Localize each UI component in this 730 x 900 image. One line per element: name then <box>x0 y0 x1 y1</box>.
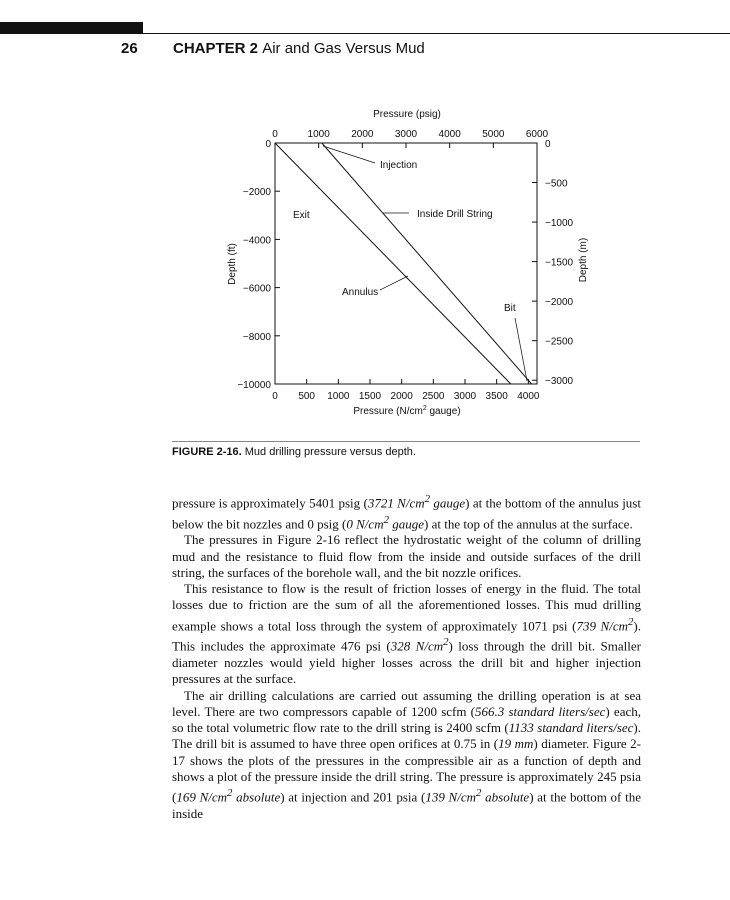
right-tick-label: −3000 <box>545 376 574 388</box>
left-axis-title: Depth (ft) <box>227 243 238 285</box>
left-tick-label: −6000 <box>242 283 271 295</box>
left-tick-label: −2000 <box>242 187 271 199</box>
text-run: ) loss through the drill bit. Smaller diameter nozzles would yield higher losses across the drill bit and higher injection pressures at the surface. <box>172 638 641 687</box>
text-run: 3721 N/cm <box>367 495 425 511</box>
text-run: absolute <box>481 789 530 805</box>
superscript: 2 <box>627 615 634 628</box>
text-run: ) each, so the total volumetric flow rate to the drill string is 2400 scfm ( <box>172 703 641 736</box>
figure-label: FIGURE 2-16. <box>172 446 242 458</box>
bottom-tick-label: 500 <box>298 391 316 402</box>
text-run: pressure is approximately 5401 psig ( <box>172 495 368 511</box>
text-run: 1133 standard liters/sec <box>508 720 634 736</box>
right-axis-title: Depth (m) <box>578 237 589 283</box>
right-axis-ticks <box>532 139 574 387</box>
paragraph-3 <box>172 581 641 687</box>
caption-rule <box>172 441 640 442</box>
bottom-tick-label: 2000 <box>390 391 413 402</box>
superscript: 2 <box>383 513 390 526</box>
right-tick-label: −2500 <box>545 336 574 348</box>
running-header <box>121 40 425 57</box>
chapter-label: CHAPTER 2 <box>173 40 259 57</box>
figure-2-16 <box>215 100 589 430</box>
left-axis-ticks <box>237 139 280 391</box>
annulus-label: Annulus <box>342 287 379 298</box>
text-run: gauge <box>430 495 466 511</box>
right-tick-label: −1000 <box>545 218 574 230</box>
text-run: ) at injection and 201 psia ( <box>280 789 426 805</box>
page-number: 26 <box>121 40 138 57</box>
bit-label: Bit <box>504 303 516 314</box>
header-rule <box>143 33 730 34</box>
text-run: ) at the bottom of the annulus just below the bit nozzles and 0 psig ( <box>172 495 641 531</box>
top-tick-label: 3000 <box>394 129 418 140</box>
injection-leader <box>323 146 375 163</box>
text-run: ). This includes the approximate 476 psi ( <box>172 618 641 654</box>
text-run: 139 N/cm <box>425 789 476 805</box>
inside-drill-string-label: Inside Drill String <box>417 209 493 220</box>
injection-label: Injection <box>380 160 418 171</box>
figure-caption <box>172 446 416 458</box>
right-tick-label: −500 <box>545 178 568 190</box>
left-tick-label: −10000 <box>237 380 271 391</box>
top-tick-label: 1000 <box>307 129 330 140</box>
bottom-tick-label: 0 <box>272 391 278 402</box>
paragraph-1 <box>172 491 641 532</box>
top-tick-label: 4000 <box>438 129 461 140</box>
bottom-tick-label: 4000 <box>517 391 540 402</box>
bottom-axis-ticks <box>272 379 540 402</box>
bottom-tick-label: 1500 <box>358 391 382 402</box>
paragraph-2 <box>172 532 641 581</box>
left-tick-label: −8000 <box>242 331 271 343</box>
superscript: 2 <box>424 493 431 505</box>
superscript: 2 <box>476 787 482 800</box>
pressure-depth-chart <box>215 100 589 430</box>
data-lines <box>275 143 532 384</box>
text-run: The pressures in Figure 2-16 reflect the hydrostatic weight of the column of drilling mud and the resistance to fluid flow from the inside and outside surfaces of the drill string, the surfaces of the borehole wall, and the bit nozzle orifices. <box>172 532 641 580</box>
paragraph-4 <box>172 688 641 823</box>
top-tick-label: 5000 <box>482 129 505 140</box>
body-text <box>172 491 641 822</box>
text-run: ) at the bottom of the inside <box>172 789 641 821</box>
header-bar <box>0 22 143 34</box>
text-run: absolute <box>232 789 281 805</box>
series-line <box>322 143 532 384</box>
top-axis-title: Pressure (psig) <box>373 109 441 120</box>
plot-frame <box>275 143 537 384</box>
right-tick-label: 0 <box>545 139 551 150</box>
text-run: ) diameter. Figure 2-17 shows the plots of the pressures in the compressible air as a function of depth and shows a plot of the pressure inside the drill string. The pressure is approximately 245 psia ( <box>172 736 642 805</box>
top-tick-label: 0 <box>272 129 278 140</box>
bottom-tick-label: 2500 <box>422 391 445 402</box>
text-run: ) at the top of the annulus at the surface. <box>424 515 633 531</box>
text-run: gauge <box>389 515 425 531</box>
text-run: This resistance to flow is the result of friction losses of energy in the fluid. The total losses due to friction are the sum of all the aforementioned losses. This mud drilling example shows a total loss through the system of approximately 1071 psi ( <box>172 581 641 634</box>
right-tick-label: −1500 <box>545 257 574 269</box>
chapter-title: Air and Gas Versus Mud <box>262 40 425 57</box>
text-run: 0 N/cm <box>346 515 384 531</box>
top-tick-label: 6000 <box>525 129 549 140</box>
series-line <box>275 143 511 384</box>
text-run: 739 N/cm <box>576 618 628 634</box>
annulus-leader <box>380 276 408 290</box>
superscript: 2 <box>227 787 233 800</box>
left-tick-label: −4000 <box>242 235 271 247</box>
text-run: 328 N/cm <box>390 638 444 654</box>
bottom-tick-label: 3500 <box>485 391 508 402</box>
superscript: 2 <box>443 636 449 649</box>
top-tick-label: 2000 <box>351 129 374 140</box>
figure-caption-text: Mud drilling pressure versus depth. <box>244 446 416 458</box>
exit-label: Exit <box>293 210 310 221</box>
left-tick-label: 0 <box>265 139 271 150</box>
text-run: 19 mm <box>498 736 534 752</box>
text-run: ). The drill bit is assumed to have three open orifices at 0.75 in ( <box>172 720 642 752</box>
top-axis-ticks <box>272 129 548 148</box>
bottom-axis-title: Pressure ($N/cm^2$ gauge) <box>353 405 461 417</box>
text-run: The air drilling calculations are carried out assuming the drilling operation is at sea level. There are two compressors capable of 1200 scfm ( <box>172 687 641 719</box>
text-run: 566.3 standard liters/sec <box>475 703 606 719</box>
text-run: 169 N/cm <box>176 789 228 805</box>
right-tick-label: −2000 <box>545 297 574 309</box>
bottom-tick-label: 3000 <box>453 391 477 402</box>
bottom-tick-label: 1000 <box>327 391 350 402</box>
